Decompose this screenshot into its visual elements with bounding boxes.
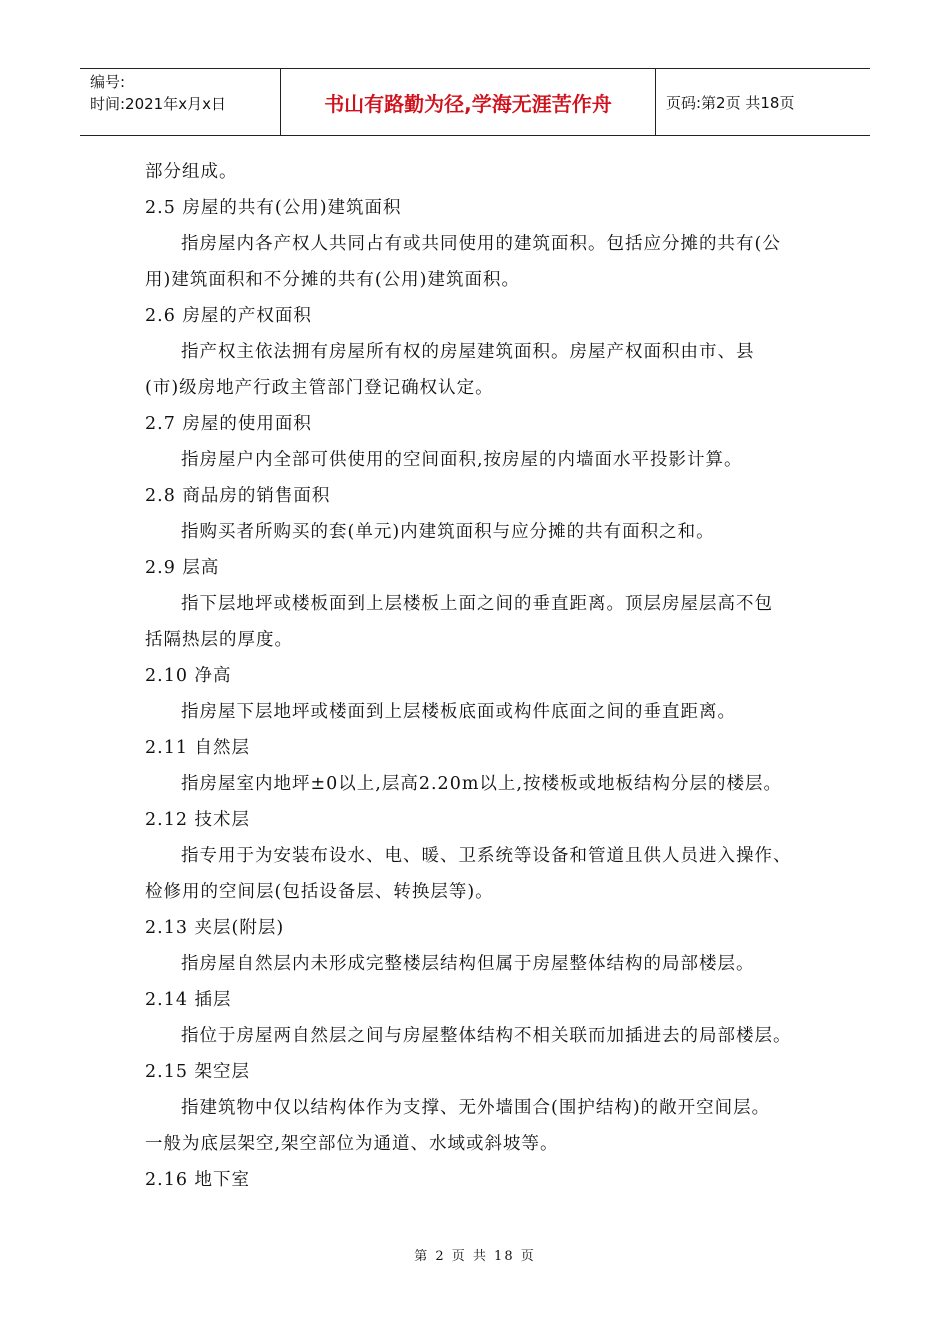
- paragraph-line: 括隔热层的厚度。: [145, 630, 293, 650]
- number-label: 编号:: [90, 73, 126, 91]
- section-heading: 2.15 架空层: [145, 1062, 251, 1082]
- header-info: [80, 69, 280, 135]
- paragraph-line: 部分组成。: [145, 162, 238, 182]
- paragraph-line: 用)建筑面积和不分摊的共有(公用)建筑面积。: [145, 270, 520, 290]
- section-heading: 2.16 地下室: [145, 1170, 251, 1190]
- paragraph-line: 指建筑物中仅以结构体作为支撑、无外墙围合(围护结构)的敞开空间层。: [181, 1098, 771, 1118]
- section-heading: 2.7 房屋的使用面积: [145, 414, 312, 434]
- section-heading: 2.13 夹层(附层): [145, 918, 285, 938]
- header-motto: 书山有路勤为径,学海无涯苦作舟: [280, 69, 656, 135]
- time-label: 时间:2021年x月x日: [90, 95, 226, 113]
- page-footer: 第 2 页 共 18 页: [414, 1249, 536, 1264]
- paragraph-line: 指房屋自然层内未形成完整楼层结构但属于房屋整体结构的局部楼层。: [181, 954, 755, 974]
- paragraph-line: 一般为底层架空,架空部位为通道、水域或斜坡等。: [145, 1134, 559, 1154]
- paragraph-line: 检修用的空间层(包括设备层、转换层等)。: [145, 882, 494, 902]
- paragraph-line: 指专用于为安装布设水、电、暖、卫系统等设备和管道且供人员进入操作、: [181, 846, 792, 866]
- paragraph-line: 指房屋下层地坪或楼面到上层楼板底面或构件底面之间的垂直距离。: [181, 702, 736, 722]
- page-header: [80, 68, 870, 136]
- section-heading: 2.8 商品房的销售面积: [145, 486, 331, 506]
- section-heading: 2.5 房屋的共有(公用)建筑面积: [145, 198, 402, 218]
- header-page-label: 页码:第2页 共18页: [666, 93, 795, 112]
- paragraph-line: (市)级房地产行政主管部门登记确权认定。: [145, 378, 494, 398]
- paragraph-line: 指产权主依法拥有房屋所有权的房屋建筑面积。房屋产权面积由市、县: [181, 342, 755, 362]
- paragraph-line: 指房屋室内地坪±0以上,层高2.20m以上,按楼板或地板结构分层的楼层。: [181, 774, 782, 794]
- section-heading: 2.9 层高: [145, 558, 220, 578]
- section-heading: 2.12 技术层: [145, 810, 251, 830]
- paragraph-line: 指房屋内各产权人共同占有或共同使用的建筑面积。包括应分摊的共有(公: [181, 234, 781, 254]
- paragraph-line: 指位于房屋两自然层之间与房屋整体结构不相关联而加插进去的局部楼层。: [181, 1026, 792, 1046]
- paragraph-line: 指房屋户内全部可供使用的空间面积,按房屋的内墙面水平投影计算。: [181, 450, 743, 470]
- document-body: [145, 154, 825, 1198]
- paragraph-line: 指下层地坪或楼板面到上层楼板上面之间的垂直距离。顶层房屋层高不包: [181, 594, 773, 614]
- paragraph-line: 指购买者所购买的套(单元)内建筑面积与应分摊的共有面积之和。: [181, 522, 715, 542]
- section-heading: 2.11 自然层: [145, 738, 251, 758]
- section-heading: 2.10 净高: [145, 666, 232, 686]
- section-heading: 2.6 房屋的产权面积: [145, 306, 312, 326]
- section-heading: 2.14 插层: [145, 990, 232, 1010]
